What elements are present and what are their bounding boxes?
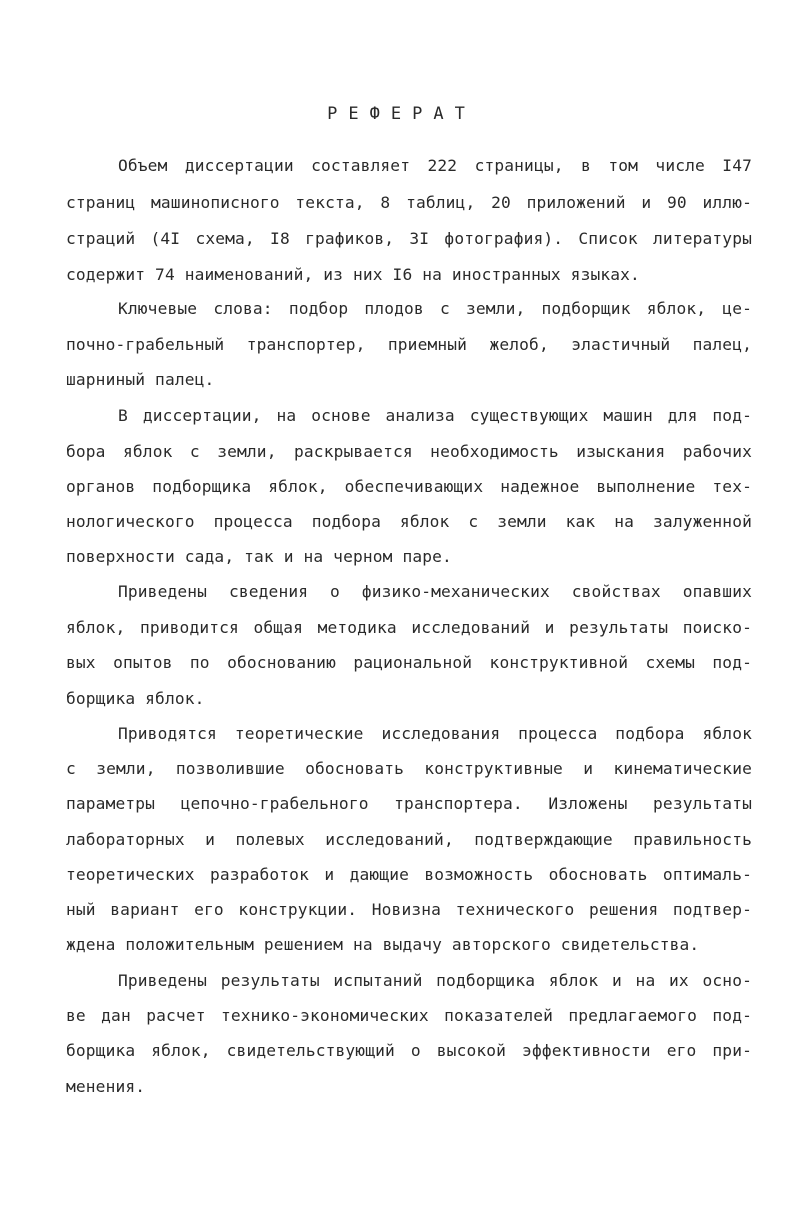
text-line: Объем диссертации составляет 222 страницы, в том числе I47	[118, 156, 752, 175]
text-line: яблок, приводится общая методика исследований и результаты поиско-	[66, 618, 752, 637]
text-line: Приводятся теоретические исследования процесса подбора яблок	[118, 724, 752, 743]
text-line: органов подборщика яблок, обеспечивающих надежное выполнение тех-	[66, 477, 752, 496]
text-line: ве дан расчет технико-экономических показателей предлагаемого под-	[66, 1006, 752, 1025]
text-line: В диссертации, на основе анализа существующих машин для под-	[118, 406, 752, 425]
page-title: РЕФЕРАТ	[327, 104, 476, 124]
text-line: лабораторных и полевых исследований, подтверждающие правильность	[66, 830, 752, 849]
text-line: менения.	[66, 1077, 146, 1096]
text-line: ный вариант его конструкции. Новизна технического решения подтвер-	[66, 900, 752, 919]
text-line: почно-грабельный транспортер, приемный желоб, эластичный палец,	[66, 335, 752, 354]
text-line: ждена положительным решением на выдачу авторского свидетельства.	[66, 935, 700, 954]
text-line: Ключевые слова: подбор плодов с земли, подборщик яблок, це-	[118, 299, 752, 318]
text-line: страниц машинописного текста, 8 таблиц, 20 приложений и 90 иллю-	[66, 193, 752, 212]
text-line: нологического процесса подбора яблок с земли как на залуженной	[66, 512, 752, 531]
text-line: параметры цепочно-грабельного транспортера. Изложены результаты	[66, 794, 752, 813]
text-line: содержит 74 наименований, из них I6 на иностранных языках.	[66, 265, 640, 284]
text-line: с земли, позволившие обосновать конструктивные и кинематические	[66, 759, 752, 778]
text-line: Приведены сведения о физико-механических свойствах опавших	[118, 582, 752, 601]
text-line: теоретических разработок и дающие возможность обосновать оптималь-	[66, 865, 752, 884]
text-line: борщика яблок.	[66, 689, 205, 708]
text-line: поверхности сада, так и на черном паре.	[66, 547, 452, 566]
text-line: шарниный палец.	[66, 370, 215, 389]
text-line: страций (4I схема, I8 графиков, 3I фотография). Список литературы	[66, 229, 752, 248]
text-line: вых опытов по обоснованию рациональной конструктивной схемы под-	[66, 653, 752, 672]
text-line: Приведены результаты испытаний подборщика яблок и на их осно-	[118, 971, 752, 990]
text-line: борщика яблок, свидетельствующий о высокой эффективности его при-	[66, 1041, 752, 1060]
text-line: бора яблок с земли, раскрывается необходимость изыскания рабочих	[66, 442, 752, 461]
